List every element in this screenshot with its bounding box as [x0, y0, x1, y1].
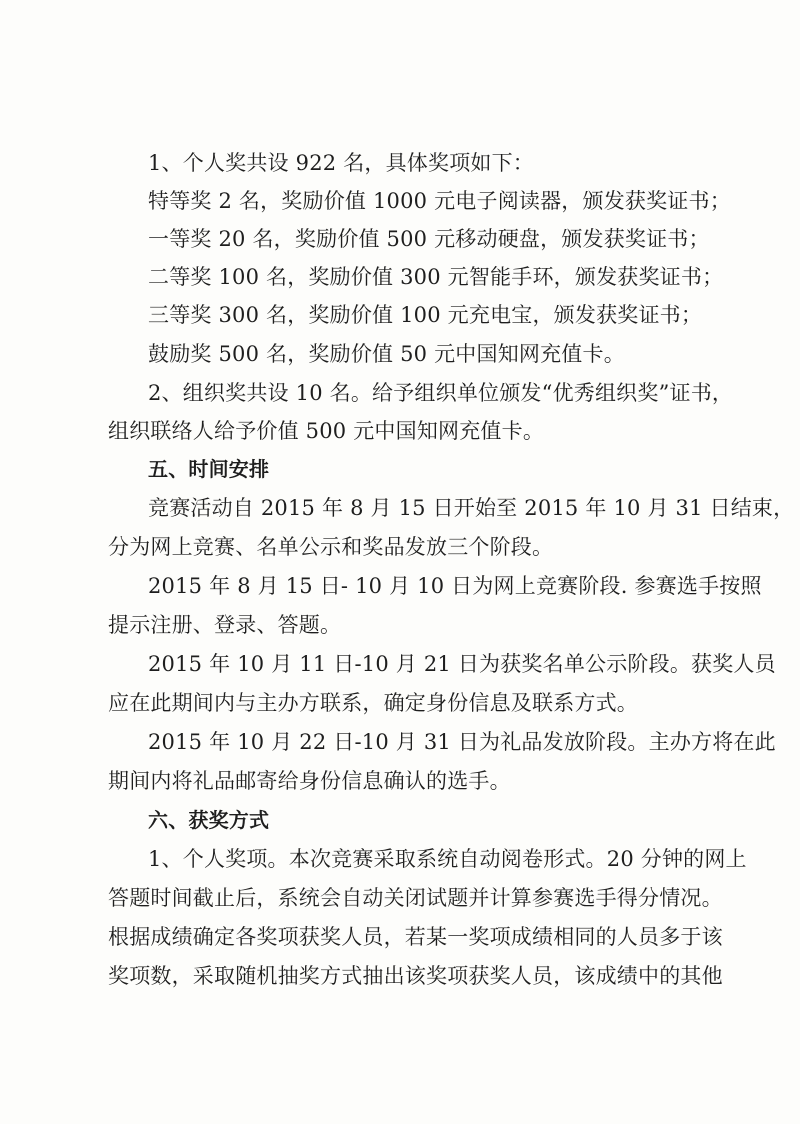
- text-line: 2、组织奖共设 10 名。给予组织单位颁发“优秀组织奖”证书，: [148, 381, 734, 405]
- text-line: 二等奖 100 名，奖励价值 300 元智能手环，颁发获奖证书；: [148, 265, 724, 289]
- text-line: 期间内将礼品邮寄给身份信息确认的选手。: [108, 769, 511, 793]
- text-line: 根据成绩确定各奖项获奖人员，若某一奖项成绩相同的人员多于该: [108, 925, 723, 949]
- text-line: 组织联络人给予价值 500 元中国知网充值卡。: [108, 419, 545, 443]
- text-line: 一等奖 20 名，奖励价值 500 元移动硬盘，颁发获奖证书；: [148, 227, 710, 251]
- text-line: 2015 年 10 月 22 日-10 月 31 日为礼品发放阶段。主办方将在此: [148, 730, 776, 754]
- text-line: 1、个人奖共设 922 名，具体奖项如下：: [148, 151, 534, 175]
- text-line: 鼓励奖 500 名，奖励价值 50 元中国知网充值卡。: [148, 342, 625, 366]
- text-line: 应在此期间内与主办方联系，确定身份信息及联系方式。: [108, 691, 638, 715]
- text-line: 1、个人奖项。本次竞赛采取系统自动阅卷形式。20 分钟的网上: [148, 847, 747, 871]
- text-line: 竞赛活动自 2015 年 8 月 15 日开始至 2015 年 10 月 31 日结束，: [148, 496, 795, 520]
- text-line: 2015 年 10 月 11 日-10 月 21 日为获奖名单公示阶段。获奖人员: [148, 652, 776, 676]
- text-line: 三等奖 300 名，奖励价值 100 元充电宝，颁发获奖证书；: [148, 303, 703, 327]
- text-line: 提示注册、登录、答题。: [108, 613, 342, 637]
- text-line: 分为网上竞赛、名单公示和奖品发放三个阶段。: [108, 535, 554, 559]
- text-line: 奖项数，采取随机抽奖方式抽出该奖项获奖人员，该成绩中的其他: [108, 964, 723, 988]
- text-line: 答题时间截止后，系统会自动关闭试题并计算参赛选手得分情况。: [108, 886, 723, 910]
- section-heading: 五、时间安排: [148, 457, 270, 481]
- section-heading: 六、获奖方式: [148, 808, 270, 832]
- text-line: 特等奖 2 名，奖励价值 1000 元电子阅读器，颁发获奖证书；: [148, 189, 731, 213]
- text-line: 2015 年 8 月 15 日- 10 月 10 日为网上竞赛阶段. 参赛选手按照: [148, 574, 762, 598]
